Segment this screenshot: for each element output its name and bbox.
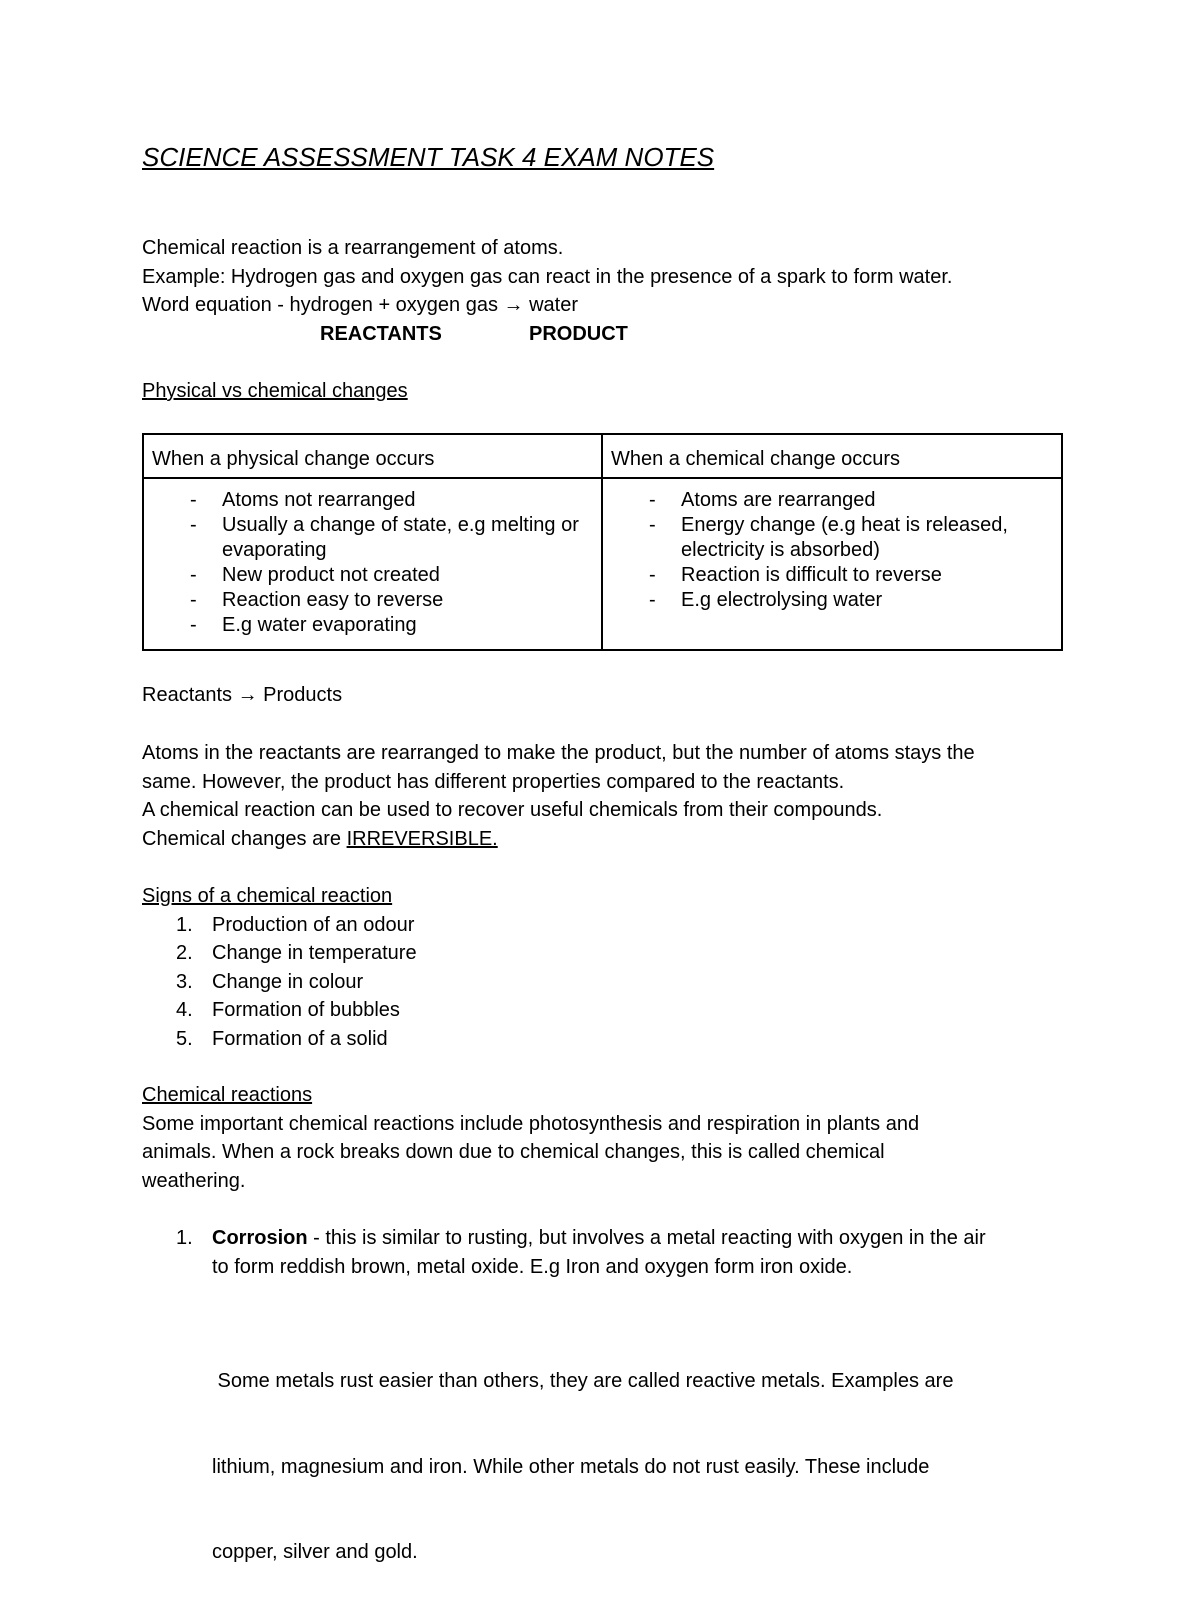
corrosion-list [142,1224,1062,1281]
intro-line-definition: Chemical reaction is a rearrangement of atoms. [142,237,564,259]
table-header-chemical: When a chemical change occurs [602,434,1062,478]
corrosion-line-2: to form reddish brown, metal oxide. E.g Iron and oxygen form iron oxide. [212,1255,853,1278]
list-number: 3. [176,970,193,993]
page-title: SCIENCE ASSESSMENT TASK 4 EXAM NOTES [142,142,715,172]
list-item: - Atoms not rearranged [222,488,593,513]
list-item [176,996,1062,1025]
irreversible-emphasis: IRREVERSIBLE. [346,827,498,850]
irreversible-prefix: Chemical changes are [142,827,347,850]
atoms-line-1: Atoms in the reactants are rearranged to make the product, but the number of atoms stays the [142,742,975,764]
list-number: 2. [176,942,193,964]
section-heading-physical-vs-chemical: Physical vs chemical changes [142,380,408,402]
list-text: Formation of a solid [212,1027,388,1050]
reactants-products-wrap [142,681,1062,710]
list-item: - Energy change (e.g heat is released, electricity is absorbed) [681,513,1053,563]
table-header-physical: When a physical change occurs [143,434,602,478]
list-item [176,911,1062,940]
chemical-reactions-line-1: Some important chemical reactions include photosynthesis and respiration in plants and [142,1112,920,1135]
list-number: 5. [176,1027,193,1050]
chemical-change-list [611,488,1053,613]
list-item [176,1224,1062,1281]
table-header-row [143,434,1062,478]
atoms-paragraph [142,739,1062,853]
atoms-line-2: same. However, the product has different properties compared to the reactants. [142,770,845,793]
list-item: - E.g water evaporating [222,613,593,638]
reactants-products-line: Reactants → Products [142,684,343,706]
list-item: - Usually a change of state, e.g melting or evaporating [222,513,593,563]
list-item: - New product not created [222,563,593,588]
physical-change-cell [143,478,602,650]
intro-section [142,234,1062,320]
list-item: - Reaction is difficult to reverse [681,563,1053,588]
list-item: - Reaction easy to reverse [222,588,593,613]
atoms-line-4 [142,825,1062,854]
corrosion-line-1: - this is similar to rusting, but involves a metal reacting with oxygen in the air [307,1227,986,1249]
list-number: 1. [176,913,193,936]
list-item: - Atoms are rearranged [681,488,1053,513]
corrosion-item [142,1224,1062,1281]
chemical-reactions-line-2: animals. When a rock breaks down due to chemical changes, this is called chemical [142,1141,885,1163]
physical-vs-chemical-heading-wrap [142,377,1062,406]
table-row [143,478,1062,650]
list-text: Change in temperature [212,942,417,964]
equation-labels [142,320,1062,348]
list-item [176,1025,1062,1054]
list-number: 4. [176,999,193,1021]
corrosion-term: Corrosion [212,1227,308,1249]
list-item: - E.g electrolysing water [681,588,1053,613]
signs-section [142,882,1062,1053]
list-number: 1. [176,1227,193,1249]
chemical-reactions-line-3: weathering. [142,1169,246,1192]
signs-list [142,911,1062,1054]
metals-line-3: copper, silver and gold. [212,1541,418,1563]
list-item [176,939,1062,968]
physical-change-list [152,488,593,638]
atoms-line-3: A chemical reaction can be used to recover useful chemicals from their compounds. [142,799,883,821]
reactants-label: REACTANTS [320,323,442,345]
list-text: Change in colour [212,970,364,993]
chemical-change-cell [602,478,1062,650]
intro-line-example: Example: Hydrogen gas and oxygen gas can react in the presence of a spark to form water. [142,265,953,288]
product-label: PRODUCT [529,323,628,345]
intro-line-word-equation: Word equation - hydrogen + oxygen gas → water [142,294,578,316]
section-heading-signs: Signs of a chemical reaction [142,885,393,907]
list-text: Formation of bubbles [212,999,400,1021]
metals-line-2: lithium, magnesium and iron. While other metals do not rust easily. These include [212,1455,930,1478]
metals-line-1: Some metals rust easier than others, they are called reactive metals. Examples are [212,1370,954,1392]
metals-paragraph [142,1310,1132,1624]
chemical-reactions-section [142,1081,1062,1195]
list-item [176,968,1062,997]
changes-comparison-table [142,433,1063,651]
list-text: Production of an odour [212,913,415,936]
section-heading-chemical-reactions: Chemical reactions [142,1084,313,1106]
